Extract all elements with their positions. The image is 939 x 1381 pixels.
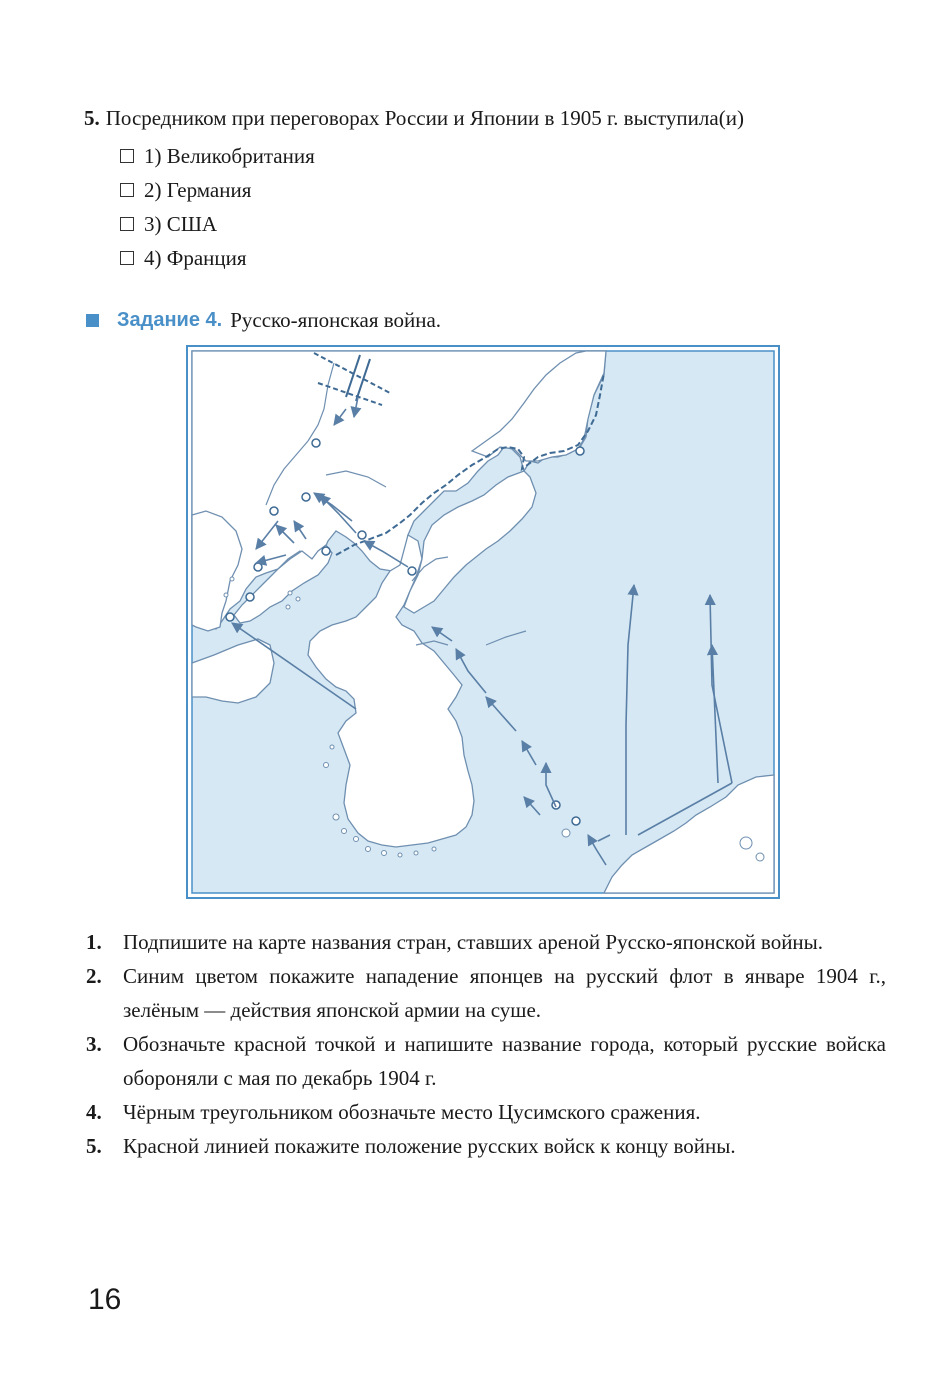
square-bullet-icon — [86, 314, 99, 327]
instruction-text: Обозначьте красной точкой и напишите название города, который русские войска обороняли с мая по декабрь 1904 г. — [123, 1032, 886, 1090]
instruction-text: Подпишите на карте названия стран, ставших ареной Русско-японской войны. — [123, 930, 824, 954]
contour-map[interactable] — [186, 345, 780, 899]
island — [756, 853, 764, 861]
instruction-number: 4. — [86, 1100, 102, 1124]
instruction-item — [86, 1095, 886, 1129]
answer-option-label: 3) США — [144, 212, 218, 236]
instruction-number: 5. — [86, 1134, 102, 1158]
map-svg[interactable] — [186, 345, 780, 899]
answer-options — [120, 139, 904, 275]
answer-option-1[interactable] — [120, 139, 904, 173]
answer-option-3[interactable] — [120, 207, 904, 241]
instruction-text: Чёрным треугольником обозначьте место Цусимского сражения. — [123, 1100, 701, 1124]
answer-option-2[interactable] — [120, 173, 904, 207]
question-5-text: Посредником при переговорах России и Японии в 1905 г. выступила(и) — [105, 106, 744, 130]
instruction-number: 1. — [86, 930, 102, 954]
instruction-text: Синим цветом покажите нападение японцев на русский флот в январе 1904 г., зелёным — действия японской армии на суше. — [123, 964, 886, 1022]
instruction-item — [86, 1129, 886, 1163]
page-number: 16 — [88, 1283, 122, 1316]
instruction-number: 2. — [86, 964, 102, 988]
question-5-number: 5. — [84, 106, 100, 130]
checkbox-icon[interactable] — [120, 183, 134, 197]
instruction-item — [86, 925, 886, 959]
checkbox-icon[interactable] — [120, 251, 134, 265]
answer-option-label: 4) Франция — [144, 246, 247, 270]
instruction-number: 3. — [86, 1032, 102, 1056]
tsushima-island — [562, 829, 570, 837]
checkbox-icon[interactable] — [120, 217, 134, 231]
checkbox-icon[interactable] — [120, 149, 134, 163]
task-4-title: Русско-японская война. — [230, 308, 442, 332]
task-4-header — [86, 308, 441, 333]
island — [740, 837, 752, 849]
instructions-list — [86, 925, 886, 1163]
answer-option-label: 1) Великобритания — [144, 144, 315, 168]
answer-option-label: 2) Германия — [144, 178, 252, 202]
question-5-text-line — [84, 103, 904, 133]
instruction-item — [86, 1027, 886, 1095]
instruction-text: Красной линией покажите положение русских войск к концу войны. — [123, 1134, 736, 1158]
question-5 — [84, 103, 904, 275]
instruction-item — [86, 959, 886, 1027]
answer-option-4[interactable] — [120, 241, 904, 275]
task-4-label: Задание 4. — [117, 309, 223, 331]
